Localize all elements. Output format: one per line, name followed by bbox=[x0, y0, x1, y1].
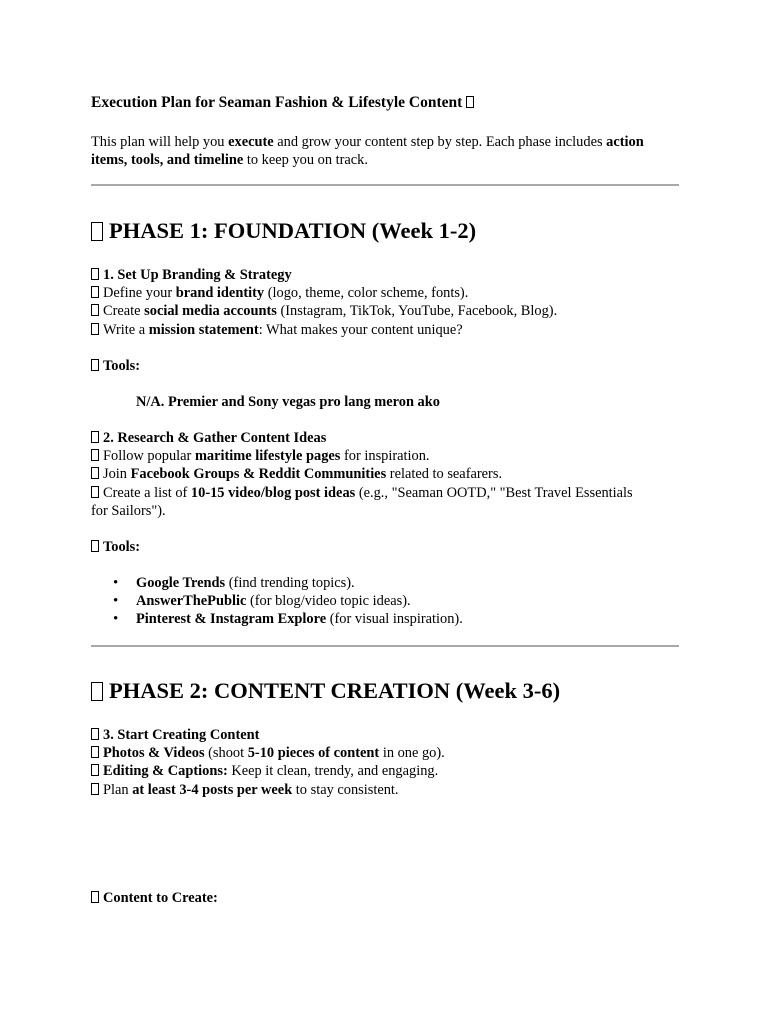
tools-label: Tools: bbox=[91, 357, 140, 375]
phase2-heading: PHASE 2: CONTENT CREATION (Week 3-6) bbox=[91, 682, 560, 701]
emoji-placeholder-icon bbox=[91, 682, 103, 701]
tools-list bbox=[91, 574, 463, 629]
tools-note: N/A. Premier and Sony vegas pro lang meron ako bbox=[136, 394, 440, 410]
list-item: Write a mission statement: What makes your content unique? bbox=[91, 321, 557, 339]
list-item: Plan at least 3-4 posts per week to stay consistent. bbox=[91, 781, 445, 799]
emoji-placeholder-icon bbox=[91, 431, 99, 443]
emoji-placeholder-icon bbox=[91, 486, 99, 498]
emoji-placeholder-icon bbox=[91, 467, 99, 479]
emoji-placeholder-icon bbox=[91, 359, 99, 371]
list-item: Editing & Captions: Keep it clean, trendy, and engaging. bbox=[91, 762, 445, 780]
emoji-placeholder-icon bbox=[466, 96, 474, 108]
emoji-placeholder-icon bbox=[91, 728, 99, 740]
list-item: Join Facebook Groups & Reddit Communities related to seafarers. bbox=[91, 465, 633, 483]
step3-heading: 3. Start Creating Content bbox=[91, 726, 445, 744]
list-item: Create a list of 10-15 video/blog post ideas (e.g., "Seaman OOTD," "Best Travel Essentials bbox=[91, 484, 633, 502]
emoji-placeholder-icon bbox=[91, 540, 99, 552]
step3-section bbox=[91, 726, 445, 799]
tool-item: • AnswerThePublic (for blog/video topic ideas). bbox=[91, 592, 463, 610]
list-item: Create social media accounts (Instagram, TikTok, YouTube, Facebook, Blog). bbox=[91, 302, 557, 320]
document-title: Execution Plan for Seaman Fashion & Lifestyle Content bbox=[91, 94, 478, 112]
tool-item: • Pinterest & Instagram Explore (for visual inspiration). bbox=[91, 610, 463, 628]
emoji-placeholder-icon bbox=[91, 222, 103, 241]
emoji-placeholder-icon bbox=[91, 891, 99, 903]
list-item: Photos & Videos (shoot 5-10 pieces of content in one go). bbox=[91, 744, 445, 762]
emoji-placeholder-icon bbox=[91, 783, 99, 795]
emoji-placeholder-icon bbox=[91, 764, 99, 776]
phase1-heading: PHASE 1: FOUNDATION (Week 1-2) bbox=[91, 222, 476, 241]
step2-heading: 2. Research & Gather Content Ideas bbox=[91, 429, 633, 447]
emoji-placeholder-icon bbox=[91, 449, 99, 461]
divider bbox=[91, 645, 679, 647]
step1-section bbox=[91, 266, 557, 339]
content-to-create-label: Content to Create: bbox=[91, 889, 218, 907]
step2-section bbox=[91, 429, 633, 520]
list-item: Define your brand identity (logo, theme, color scheme, fonts). bbox=[91, 284, 557, 302]
tools-label: Tools: bbox=[91, 538, 140, 556]
emoji-placeholder-icon bbox=[91, 746, 99, 758]
emoji-placeholder-icon bbox=[91, 286, 99, 298]
emoji-placeholder-icon bbox=[91, 323, 99, 335]
intro-paragraph: This plan will help you execute and grow your content step by step. Each phase includes action items, tools, and timeline to keep you on track. bbox=[91, 134, 644, 169]
list-item: Follow popular maritime lifestyle pages for inspiration. bbox=[91, 447, 633, 465]
emoji-placeholder-icon bbox=[91, 268, 99, 280]
emoji-placeholder-icon bbox=[91, 304, 99, 316]
tool-item: • Google Trends (find trending topics). bbox=[91, 574, 463, 592]
step1-heading: 1. Set Up Branding & Strategy bbox=[91, 266, 557, 284]
divider bbox=[91, 184, 679, 186]
list-item-continuation: for Sailors"). bbox=[91, 502, 166, 519]
